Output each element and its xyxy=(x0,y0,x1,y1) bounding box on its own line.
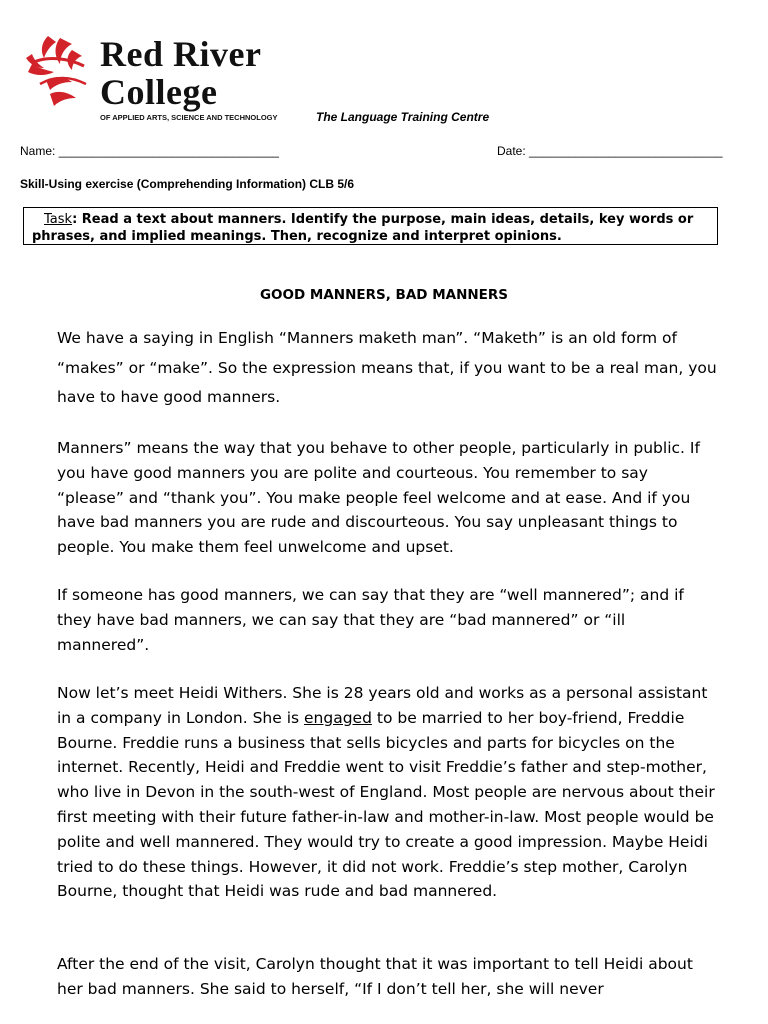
task-label: Task xyxy=(44,212,73,227)
college-name-line1: Red River xyxy=(100,34,262,74)
task-text: : Read a text about manners. Identify the purpose, main ideas, details, key words or phrases, and implied meanings. Then, recognize and interpret opinions. xyxy=(32,212,694,244)
task-box xyxy=(23,207,718,245)
name-label: Name: xyxy=(20,144,56,158)
paragraph-4-part-1: Now let’s meet Heidi Withers. She is 28 years old and works as a personal assistant in a company in London. She is xyxy=(57,684,708,727)
article-title: GOOD MANNERS, BAD MANNERS xyxy=(259,287,509,303)
date-label: Date: xyxy=(497,144,526,158)
skill-line: Skill-Using exercise (Comprehending Information) CLB 5/6 xyxy=(20,177,355,191)
engaged-word: engaged xyxy=(304,708,372,727)
date-blank[interactable]: _____________________________ xyxy=(529,144,723,158)
name-field[interactable] xyxy=(20,144,279,158)
name-blank[interactable]: _________________________________ xyxy=(58,144,279,158)
centre-name: The Language Training Centre xyxy=(316,110,490,124)
paragraph-4 xyxy=(57,681,717,904)
paragraph-4-part-2: to be married to her boy-friend, Freddie Bourne. Freddie runs a business that sells bicycles and parts for bicycles on the internet. Recently, Heidi and Freddie went to visit Freddie’s father and step-mother, who live in Devon in the south-west of England. Most people are nervous about their first meeting with their future father-in-law and mother-in-law. Most people would be polite and well mannered. They would try to create a good impression. Maybe Heidi tried to do these things. However, it did not work. Freddie’s step mother, Carolyn Bourne, thought that Heidi was rude and bad mannered. xyxy=(57,708,715,901)
college-name-line2: College xyxy=(100,72,218,112)
college-logo xyxy=(20,32,290,127)
date-field[interactable] xyxy=(497,144,723,158)
paragraph-2: Manners” means the way that you behave to other people, particularly in public. If you have good manners you are polite and courteous. You remember to say “please” and “thank you”. You make people feel welcome and at ease. And if you have bad manners you are rude and discourteous. You say unpleasant things to people. You make them feel unwelcome and upset. xyxy=(57,439,700,557)
college-subtitle: OF APPLIED ARTS, SCIENCE AND TECHNOLOGY xyxy=(100,113,278,122)
paragraph-5: After the end of the visit, Carolyn thought that it was important to tell Heidi about her bad manners. She said to herself, “If I don’t tell her, she will never xyxy=(57,955,693,998)
red-river-logo-mark-icon xyxy=(20,32,96,108)
paragraph-3: If someone has good manners, we can say that they are “well mannered”; and if they have bad manners, we can say that they are “bad mannered” or “ill mannered”. xyxy=(57,586,684,654)
paragraph-1: We have a saying in English “Manners maketh man”. “Maketh” is an old form of “makes” or “make”. So the expression means that, if you want to be a real man, you have to have good manners. xyxy=(57,329,717,406)
